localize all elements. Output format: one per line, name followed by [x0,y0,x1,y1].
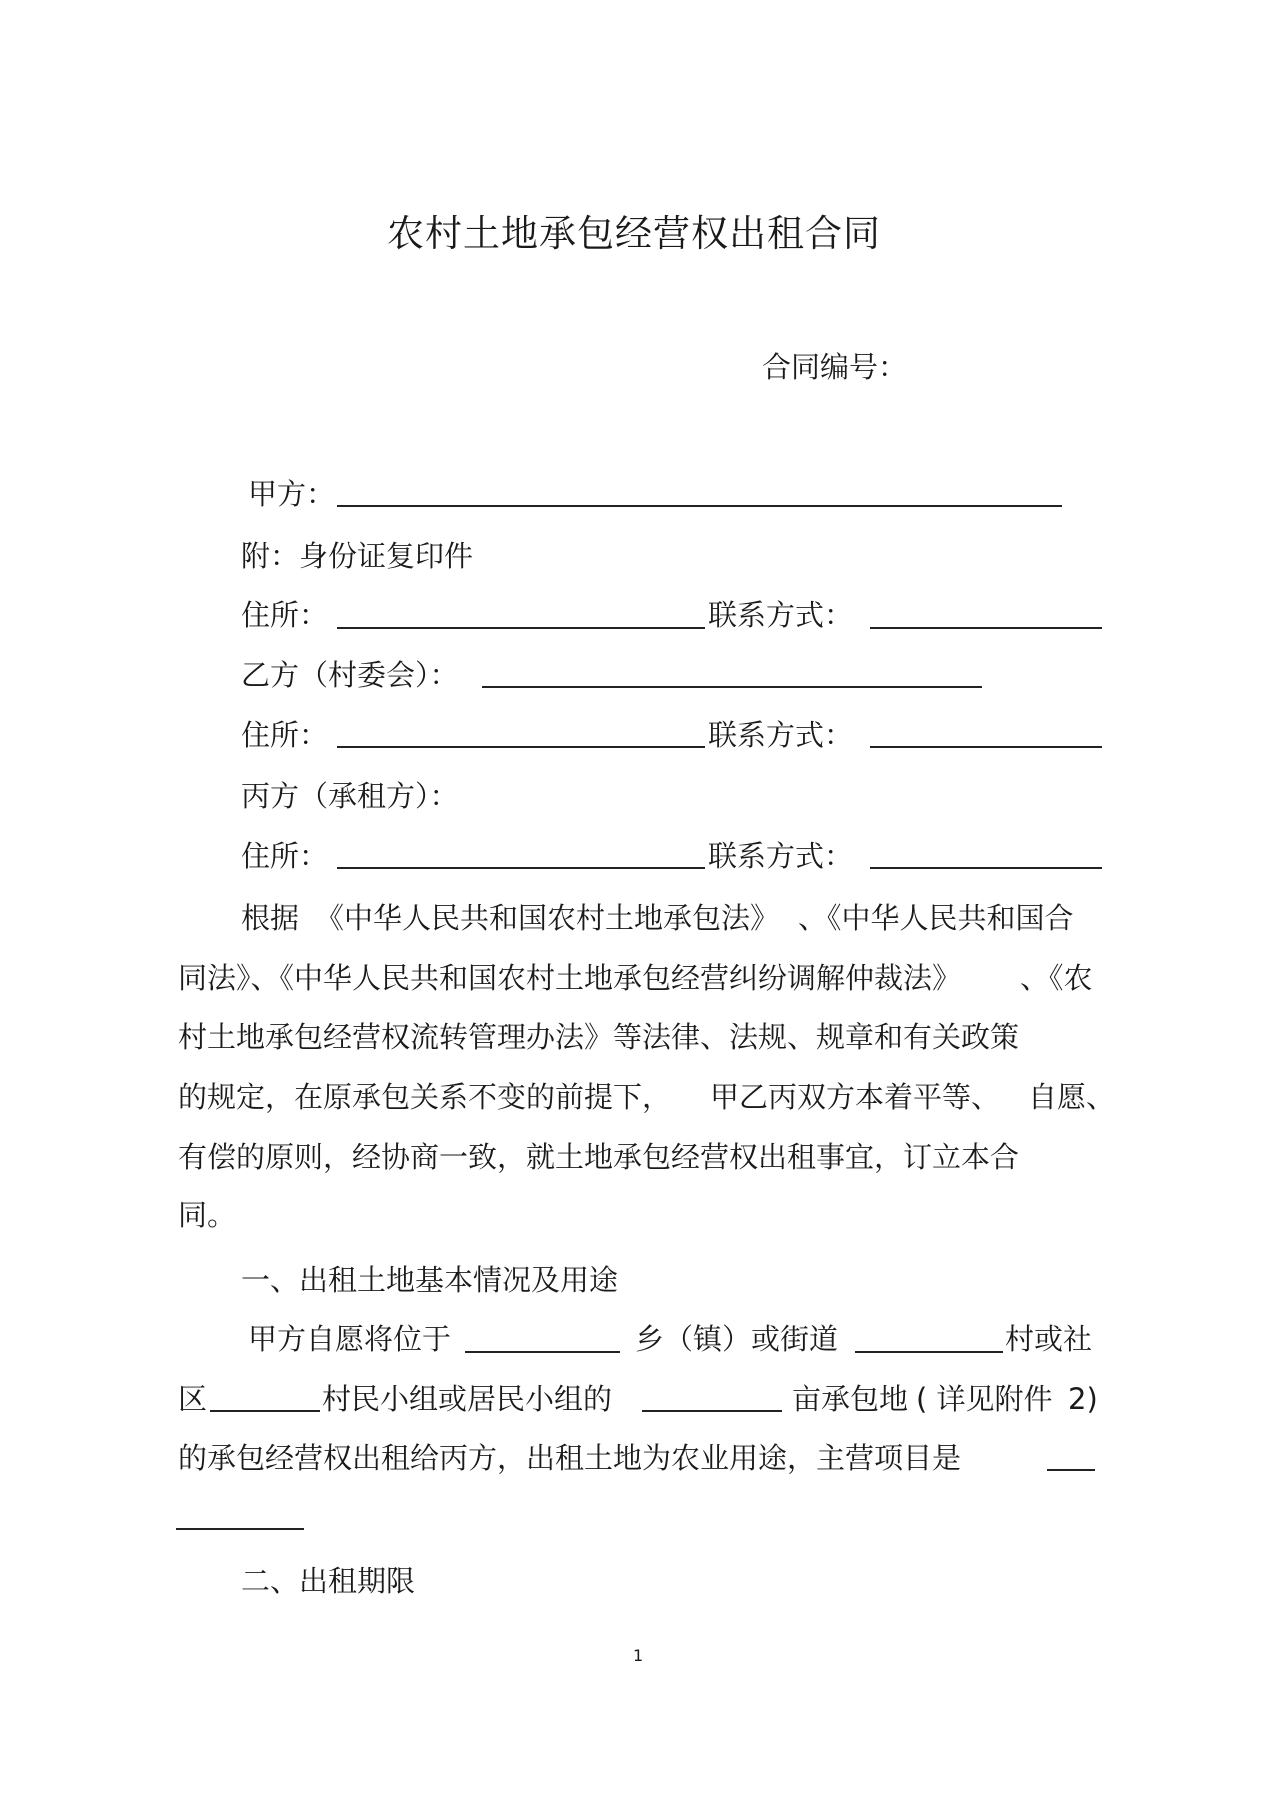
party-b-address-label: 住所： [241,718,329,752]
section-1-line-2e: 2) [1068,1382,1098,1416]
preamble-line-1c: 、《中华人民共和国合 [798,901,1074,935]
section-1-heading: 一、出租土地基本情况及用途 [241,1263,619,1297]
section-1-line-3: 的承包经营权出租给丙方，出租土地为农业用途，主营项目是 [178,1441,962,1475]
party-b-address-blank[interactable] [337,746,705,748]
village-blank[interactable] [855,1351,1003,1353]
section-2-heading: 二、出租期限 [241,1564,416,1598]
party-b-contact-blank[interactable] [870,746,1102,748]
party-b-label: 乙方（村委会）： [241,658,459,692]
preamble-line-4a: 的规定，在原承包关系不变的前提下， [178,1080,672,1114]
party-c-address-label: 住所： [241,839,329,873]
preamble-line-4c: 自愿、 [1028,1080,1116,1114]
section-1-line-2b: 村民小组或居民小组的 [322,1382,613,1416]
party-c-contact-blank[interactable] [870,867,1102,869]
party-b-blank[interactable] [482,686,982,688]
preamble-line-2b: 、《农 [1020,961,1093,995]
document-title: 农村土地承包经营权出租合同 [387,212,881,255]
party-c-address-blank[interactable] [337,867,705,869]
group-blank[interactable] [210,1410,320,1412]
preamble-line-6: 同。 [178,1198,237,1232]
preamble-line-1a: 根据 [241,901,300,935]
party-a-contact-blank[interactable] [870,627,1102,629]
section-1-line-1c: 村或社 [1005,1322,1093,1356]
party-a-contact-label: 联系方式： [708,598,854,632]
section-1-line-1a: 甲方自愿将位于 [248,1322,452,1356]
section-1-line-2c: 亩承包地 [792,1382,909,1416]
section-1-line-2d: ( 详见附件 [916,1382,1053,1416]
party-a-label: 甲方： [248,477,336,511]
main-project-blank-2[interactable] [176,1528,304,1530]
party-b-contact-label: 联系方式： [708,718,854,752]
section-1-line-1b: 乡（镇）或街道 [635,1322,839,1356]
party-a-attachment: 附：身份证复印件 [241,539,474,573]
section-1-line-2a: 区 [178,1382,208,1416]
acreage-blank[interactable] [642,1410,782,1412]
township-blank[interactable] [465,1351,620,1353]
party-c-contact-label: 联系方式： [708,839,854,873]
contract-number-label: 合同编号： [762,350,908,384]
party-a-blank[interactable] [337,505,1062,507]
party-a-address-blank[interactable] [337,627,705,629]
page-number: 1 [633,1646,644,1665]
preamble-line-5: 有偿的原则，经协商一致，就土地承包经营权出租事宜，订立本合 [178,1140,1020,1174]
party-a-address-label: 住所： [241,598,329,632]
preamble-line-1b: 《中华人民共和国农村土地承包法》 [315,901,780,935]
party-c-label: 丙方（承租方）： [241,779,459,813]
preamble-line-3: 村土地承包经营权流转管理办法》等法律、法规、规章和有关政策 [178,1020,1020,1054]
preamble-line-4b: 甲乙丙双方本着平等、 [710,1080,1001,1114]
preamble-line-2a: 同法》、《中华人民共和国农村土地承包经营纠纷调解仲裁法》 [178,961,962,995]
main-project-blank-1[interactable] [1047,1469,1095,1471]
